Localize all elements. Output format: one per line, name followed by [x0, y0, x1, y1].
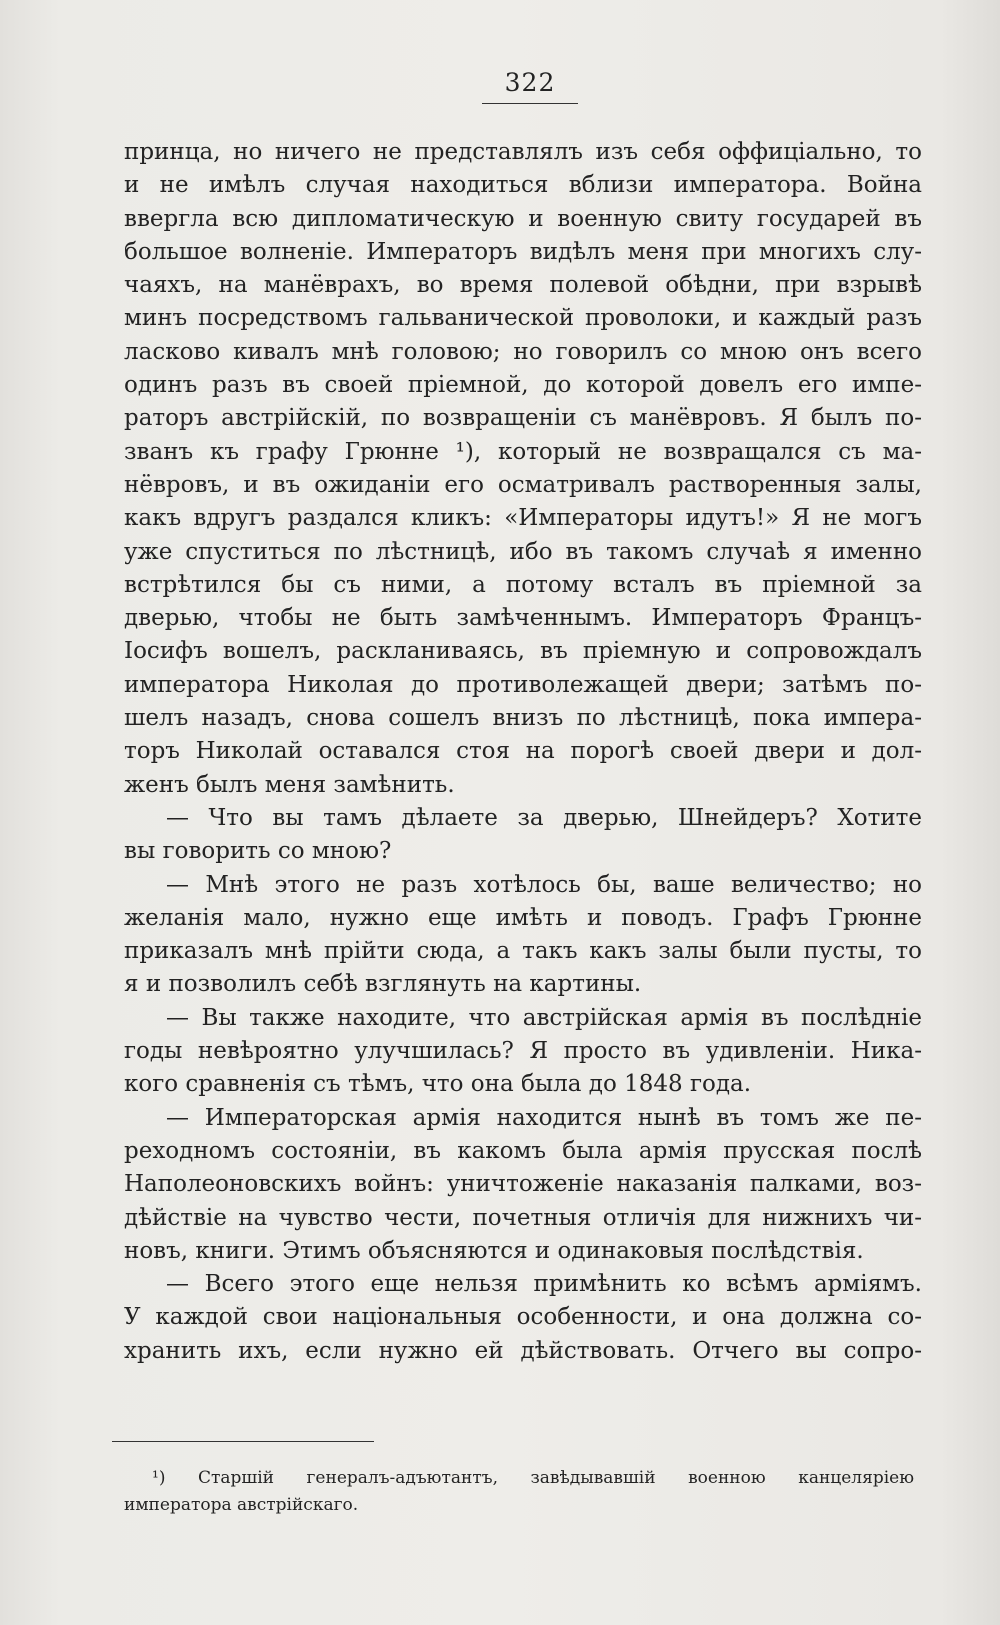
text-line: раторъ австрійскій, по возвращеніи съ манёвровъ. Я былъ по- [124, 405, 922, 432]
text-line: Наполеоновскихъ войнъ: уничтоженіе наказанія палками, воз- [124, 1171, 922, 1198]
footnote [124, 1465, 914, 1519]
text-line: императора Николая до противолежащей двери; затѣмъ по- [124, 671, 922, 698]
text-line: вы говорить со мною? [124, 838, 392, 865]
text-line: шелъ назадъ, снова сошелъ внизъ по лѣстницѣ, пока импера- [124, 705, 922, 732]
text-line: я и позволилъ себѣ взглянуть на картины. [124, 971, 642, 998]
text-line: одинъ разъ въ своей пріемной, до которой довелъ его импе- [124, 372, 922, 399]
text-line: ввергла всю дипломатическую и военную свиту государей въ [124, 205, 922, 232]
footnote-rule [112, 1441, 374, 1442]
text-line: дверью, чтобы не быть замѣченнымъ. Императоръ Францъ- [124, 605, 922, 632]
footnote-line: ¹) Старшій генералъ-адъютантъ, завѣдывавшій военною канцеляріею [152, 1468, 914, 1488]
text-line: У каждой свои національныя особенности, и она должна со- [124, 1304, 922, 1331]
text-line: кого сравненія съ тѣмъ, что она была до 1848 года. [124, 1071, 752, 1098]
text-line: уже спуститься по лѣстницѣ, ибо въ такомъ случаѣ я именно [124, 538, 922, 565]
text-line: принца, но ничего не представлялъ изъ себя оффиціально, то [124, 139, 922, 165]
text-line: дѣйствіе на чувство чести, почетныя отличія для нижнихъ чи- [124, 1204, 922, 1231]
text-line: званъ къ графу Грюнне ¹), который не возвращался съ ма- [124, 438, 922, 465]
text-line: — Вы также находите, что австрійская армія въ послѣдніе [166, 1004, 922, 1031]
text-line: и не имѣлъ случая находиться вблизи императора. Война [124, 172, 922, 199]
text-line: женъ былъ меня замѣнить. [124, 771, 455, 798]
text-line: нёвровъ, и въ ожиданіи его осматривалъ растворенныя залы, [124, 471, 922, 498]
text-line: ласково кивалъ мнѣ головою; но говорилъ со мною онъ всего [124, 338, 922, 365]
text-line: — Императорская армія находится нынѣ въ томъ же пе- [166, 1104, 922, 1131]
text-line: новъ, книги. Этимъ объясняются и одинаковыя послѣдствія. [124, 1237, 864, 1264]
text-line: — Что вы тамъ дѣлаете за дверью, Шнейдеръ? Хотите [166, 804, 922, 831]
text-line: чаяхъ, на манёврахъ, во время полевой обѣдни, при взрывѣ [124, 272, 922, 299]
text-line: какъ вдругъ раздался кликъ: «Императоры идутъ!» Я не могъ [124, 505, 922, 532]
text-line: встрѣтился бы съ ними, а потому всталъ въ пріемной за [124, 571, 922, 598]
text-line: — Мнѣ этого не разъ хотѣлось бы, ваше величество; но [166, 871, 922, 898]
text-line: желанія мало, нужно еще имѣть и поводъ. Графъ Грюнне [124, 904, 922, 931]
text-line: торъ Николай оставался стоя на порогѣ своей двери и дол- [124, 738, 922, 765]
header-rule [482, 103, 578, 104]
text-line: Іосифъ вошелъ, раскланиваясь, въ пріемную и сопровождалъ [124, 638, 922, 665]
footnote-line: императора австрійскаго. [124, 1495, 359, 1515]
text-line: — Всего этого еще нельзя примѣнить ко всѣмъ арміямъ. [166, 1271, 922, 1298]
text-line: годы невѣроятно улучшилась? Я просто въ удивленіи. Ника- [124, 1038, 922, 1065]
text-line: приказалъ мнѣ прійти сюда, а такъ какъ залы были пусты, то [124, 938, 922, 965]
text-line: реходномъ состояніи, въ какомъ была армія прусская послѣ [124, 1137, 922, 1164]
body-text [124, 136, 922, 1368]
text-line: хранить ихъ, если нужно ей дѣйствовать. Отчего вы сопро- [124, 1337, 922, 1364]
text-line: минъ посредствомъ гальванической проволоки, и каждый разъ [124, 305, 922, 332]
page-number: 322 [504, 68, 556, 97]
text-line: большое волненіе. Императоръ видѣлъ меня при многихъ слу- [124, 238, 922, 265]
